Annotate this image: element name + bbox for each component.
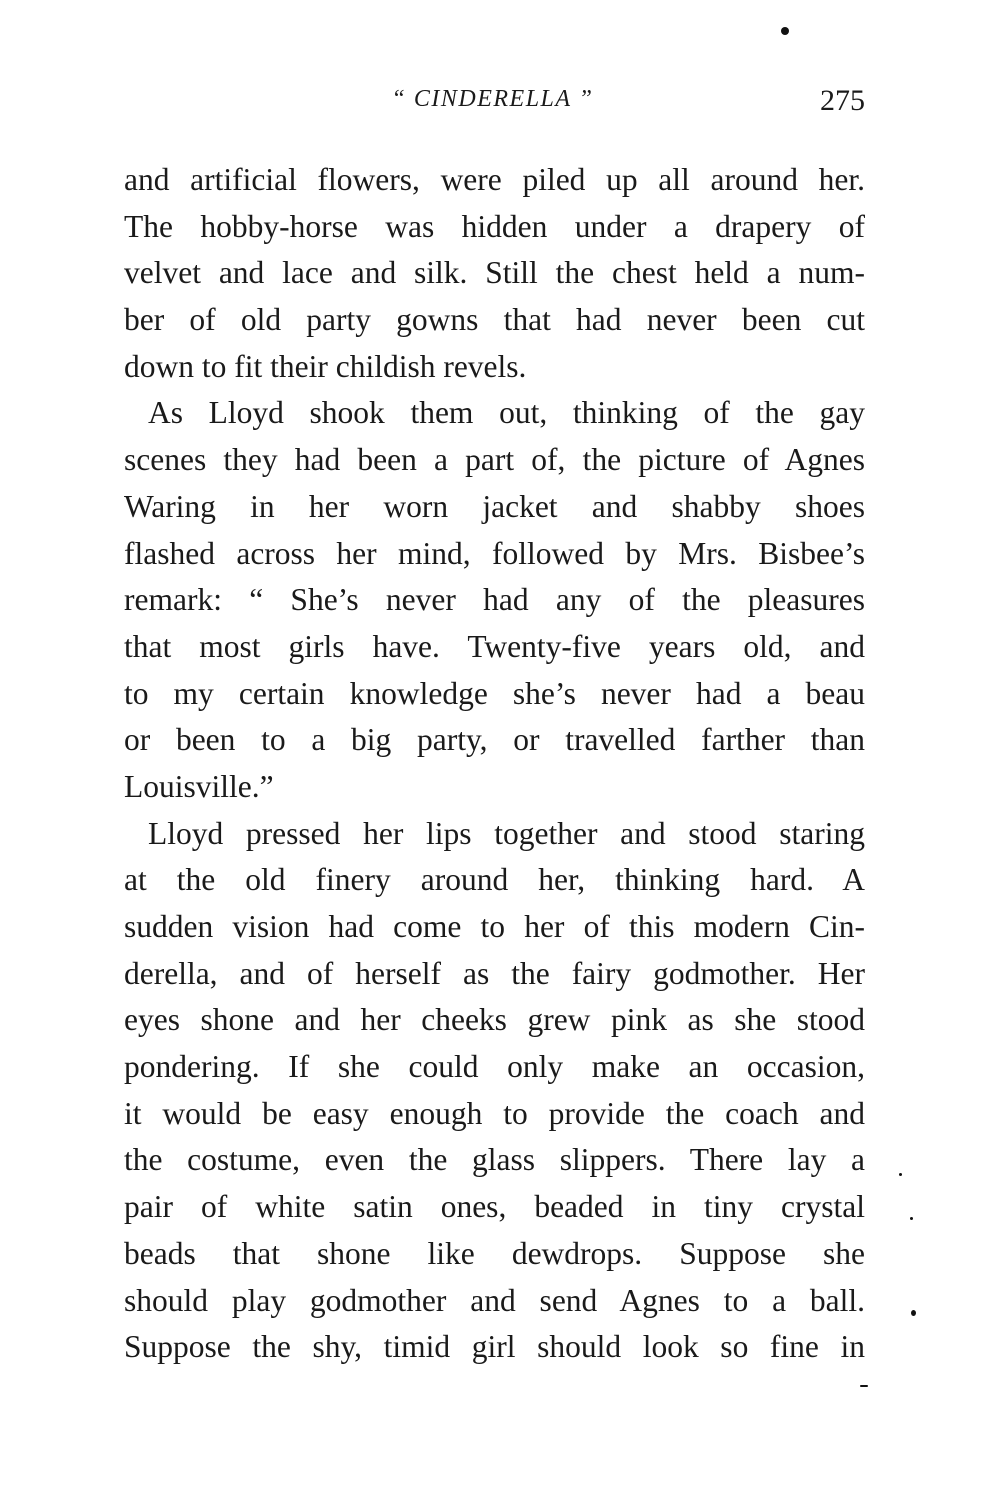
text-line: eyes shone and her cheeks grew pink as she stood bbox=[124, 1002, 865, 1038]
running-head bbox=[120, 86, 865, 130]
text-line: or been to a big party, or travelled farther than bbox=[124, 722, 865, 758]
text-line: and artificial flowers, were piled up all around her. bbox=[124, 162, 865, 197]
text-line: The hobby-horse was hidden under a drapery of bbox=[124, 208, 865, 244]
paragraph-1 bbox=[124, 157, 865, 390]
text-line: at the old finery around her, thinking hard. A bbox=[124, 862, 865, 898]
text-line: Suppose the shy, timid girl should look so fine in bbox=[124, 1329, 865, 1365]
text-line: derella, and of herself as the fairy godmother. Her bbox=[124, 955, 865, 991]
running-title: “ CINDERELLA ” bbox=[391, 86, 594, 112]
text-line: Louisville.” bbox=[124, 768, 274, 804]
text-line: remark: “ She’s never had any of the pleasures bbox=[124, 582, 865, 618]
text-line: Lloyd pressed her lips together and stood staring bbox=[148, 815, 865, 851]
text-line: pair of white satin ones, beaded in tiny crystal bbox=[124, 1189, 865, 1225]
body-text bbox=[124, 157, 865, 1371]
scan-speck bbox=[911, 1310, 916, 1316]
text-line: Waring in her worn jacket and shabby shoes bbox=[124, 488, 865, 524]
text-line: that most girls have. Twenty-five years old, and bbox=[124, 628, 865, 664]
scan-speck bbox=[781, 27, 789, 35]
text-line: should play godmother and send Agnes to a ball. bbox=[124, 1282, 865, 1318]
paragraph-2 bbox=[124, 390, 865, 810]
text-line: velvet and lace and silk. Still the chest held a num- bbox=[124, 255, 865, 291]
text-line: flashed across her mind, followed by Mrs. Bisbee’s bbox=[124, 535, 865, 571]
scan-speck bbox=[910, 1217, 913, 1220]
scan-speck bbox=[899, 1173, 902, 1176]
text-line: down to fit their childish revels. bbox=[124, 348, 527, 384]
text-line: scenes they had been a part of, the picture of Agnes bbox=[124, 442, 865, 478]
text-line: ber of old party gowns that had never been cut bbox=[124, 302, 865, 338]
text-line: it would be easy enough to provide the coach and bbox=[124, 1095, 865, 1131]
page-number: 275 bbox=[820, 84, 865, 117]
text-line: pondering. If she could only make an occasion, bbox=[124, 1049, 865, 1085]
text-line: As Lloyd shook them out, thinking of the gay bbox=[148, 395, 865, 431]
text-line: beads that shone like dewdrops. Suppose she bbox=[124, 1235, 865, 1271]
text-line: sudden vision had come to her of this modern Cin- bbox=[124, 909, 865, 944]
text-line: the costume, even the glass slippers. There lay a bbox=[124, 1142, 865, 1178]
paragraph-3 bbox=[124, 811, 865, 1371]
scan-speck bbox=[860, 1385, 868, 1387]
text-line: to my certain knowledge she’s never had a beau bbox=[124, 675, 865, 711]
